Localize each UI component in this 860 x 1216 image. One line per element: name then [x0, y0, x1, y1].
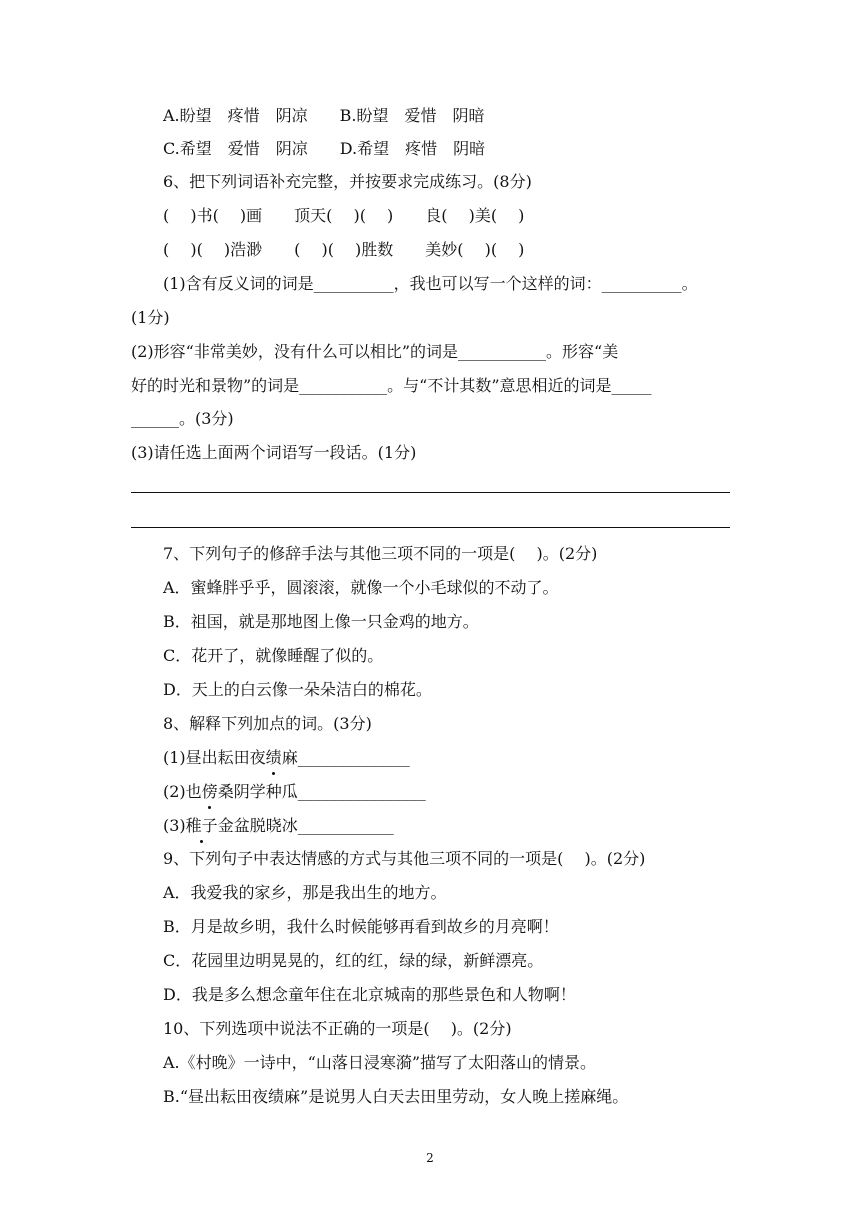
q5-options-row-1: A.盼望 疼惜 阴凉 B.盼望 爱惜 阴暗 — [163, 106, 485, 125]
q7-option-d: D．天上的白云像一朵朵洁白的棉花。 — [163, 680, 432, 699]
q9-option-d: D．我是多么想念童年住在北京城南的那些景色和人物啊！ — [163, 985, 576, 1004]
q10-title: 10、下列选项中说法不正确的一项是( )。(2分) — [163, 1019, 512, 1038]
q7-option-c: C．花开了，就像睡醒了似的。 — [163, 646, 384, 665]
q9-option-b: B．月是故乡明，我什么时候能够再看到故乡的月亮啊！ — [163, 917, 559, 936]
q8-item-3-blank: ____________ — [297, 816, 394, 835]
q6-title: 6、把下列词语补充完整，并按要求完成练习。(8分) — [163, 172, 532, 191]
q6-words-row-1: ( )书( )画 顶天( )( ) 良( )美( ) — [163, 206, 525, 225]
answer-line-2 — [131, 527, 730, 528]
q5-options-row-2: C.希望 爱惜 阴凉 D.希望 疼惜 阴暗 — [163, 139, 486, 158]
q8-item-1-dotted-word: 绩 — [265, 748, 282, 767]
q10-option-a: A.《村晚》一诗中，“山落日浸寒漪”描写了太阳落山的情景。 — [163, 1053, 597, 1072]
q6-words-row-2: ( )( )浩渺 ( )( )胜数 美妙( )( ) — [163, 240, 525, 259]
q8-item-1-text: (1)昼出耘田夜 — [163, 748, 266, 767]
q9-option-a: A．我爱我的家乡，那是我出生的地方。 — [163, 883, 447, 902]
q8-item-3-dotted-word: 稚子 — [185, 816, 218, 835]
q8-item-2-text-end: 桑阴学种瓜 — [217, 782, 298, 801]
q7-option-a: A．蜜蜂胖乎乎，圆滚滚，就像一个小毛球似的不动了。 — [163, 578, 559, 597]
q10-option-b: B.“昼出耘田夜绩麻”是说男人白天去田里劳动，女人晚上搓麻绳。 — [163, 1087, 629, 1106]
q8-item-2-blank: ________________ — [297, 782, 426, 801]
q8-item-3-text: (3) — [163, 816, 186, 835]
q9-option-c: C．花园里边明晃晃的，红的红，绿的绿，新鲜漂亮。 — [163, 951, 544, 970]
q7-title: 7、下列句子的修辞手法与其他三项不同的一项是( )。(2分) — [163, 544, 598, 563]
q8-item-1 — [163, 748, 410, 768]
answer-line-1 — [131, 492, 730, 493]
q8-title: 8、解释下列加点的词。(3分) — [163, 714, 372, 733]
q8-item-1-blank: ______________ — [297, 748, 410, 767]
q8-item-1-text-end: 麻 — [281, 748, 298, 767]
q7-option-b: B．祖国，就是那地图上像一只金鸡的地方。 — [163, 612, 479, 631]
q6-sub-question-1: (1)含有反义词的词是__________，我也可以写一个这样的词：__________。 — [163, 274, 698, 293]
page-number: 2 — [426, 1151, 434, 1165]
q9-title: 9、下列句子中表达情感的方式与其他三项不同的一项是( )。(2分) — [163, 849, 646, 868]
q6-sub-question-2-line-1: (2)形容“非常美妙，没有什么可以相比”的词是___________。形容“美 — [131, 342, 619, 361]
q8-item-3 — [163, 816, 394, 836]
q6-sub-question-1-score: (1分) — [131, 308, 170, 327]
q8-item-2-dotted-word: 傍 — [201, 782, 218, 801]
q6-sub-question-2-line-3: ______。(3分) — [131, 409, 234, 428]
q6-sub-question-2-line-2: 好的时光和景物”的词是___________。与“不计其数”意思相近的词是_____ — [131, 376, 652, 395]
q6-sub-question-3: (3)请任选上面两个词语写一段话。(1分) — [131, 443, 417, 462]
q8-item-2-text: (2)也 — [163, 782, 202, 801]
q8-item-2 — [163, 782, 426, 802]
q8-item-3-text-end: 金盆脱晓冰 — [217, 816, 298, 835]
